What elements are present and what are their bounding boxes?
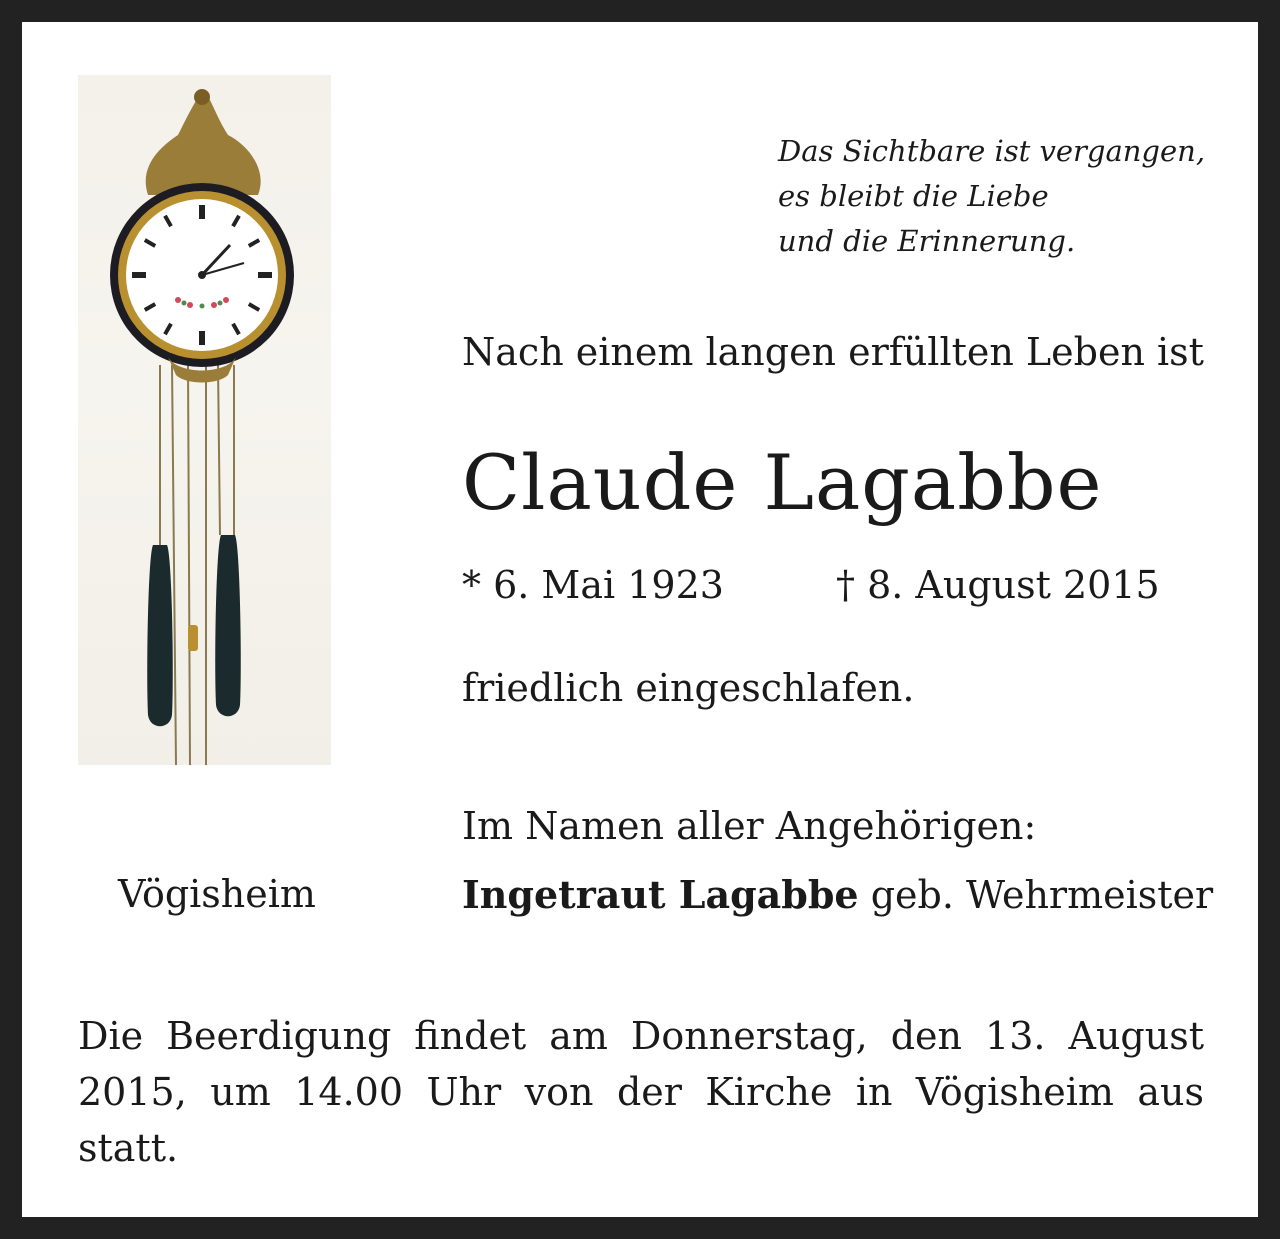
funeral-notice: Die Beerdigung findet am Donnerstag, den 13. August 2015, um 14.00 Uhr von der Kirche in Vögisheim aus statt. bbox=[78, 1014, 1204, 1170]
motto-line: und die Erinnerung. bbox=[778, 224, 1076, 258]
wall-clock-icon bbox=[78, 75, 331, 765]
closing-text: friedlich eingeschlafen. bbox=[462, 666, 915, 710]
motto-line: Das Sichtbare ist vergangen, bbox=[778, 134, 1206, 168]
on-behalf-text: Im Namen aller Angehörigen: bbox=[462, 804, 1037, 848]
motto-line: es bleibt die Liebe bbox=[778, 179, 1049, 213]
signer-name: Ingetraut Lagabbe bbox=[462, 872, 859, 917]
intro-text: Nach einem langen erfüllten Leben ist bbox=[462, 330, 1204, 374]
signer bbox=[462, 872, 1213, 917]
birth-date: * 6. Mai 1923 bbox=[462, 563, 724, 607]
death-date: † 8. August 2015 bbox=[836, 563, 1160, 607]
signer-maiden-name: geb. Wehrmeister bbox=[870, 873, 1214, 917]
wall-clock-photo bbox=[78, 75, 331, 765]
deceased-name: Claude Lagabbe bbox=[462, 438, 1103, 527]
motto-quote bbox=[778, 129, 1205, 264]
place-name: Vögisheim bbox=[118, 872, 316, 916]
